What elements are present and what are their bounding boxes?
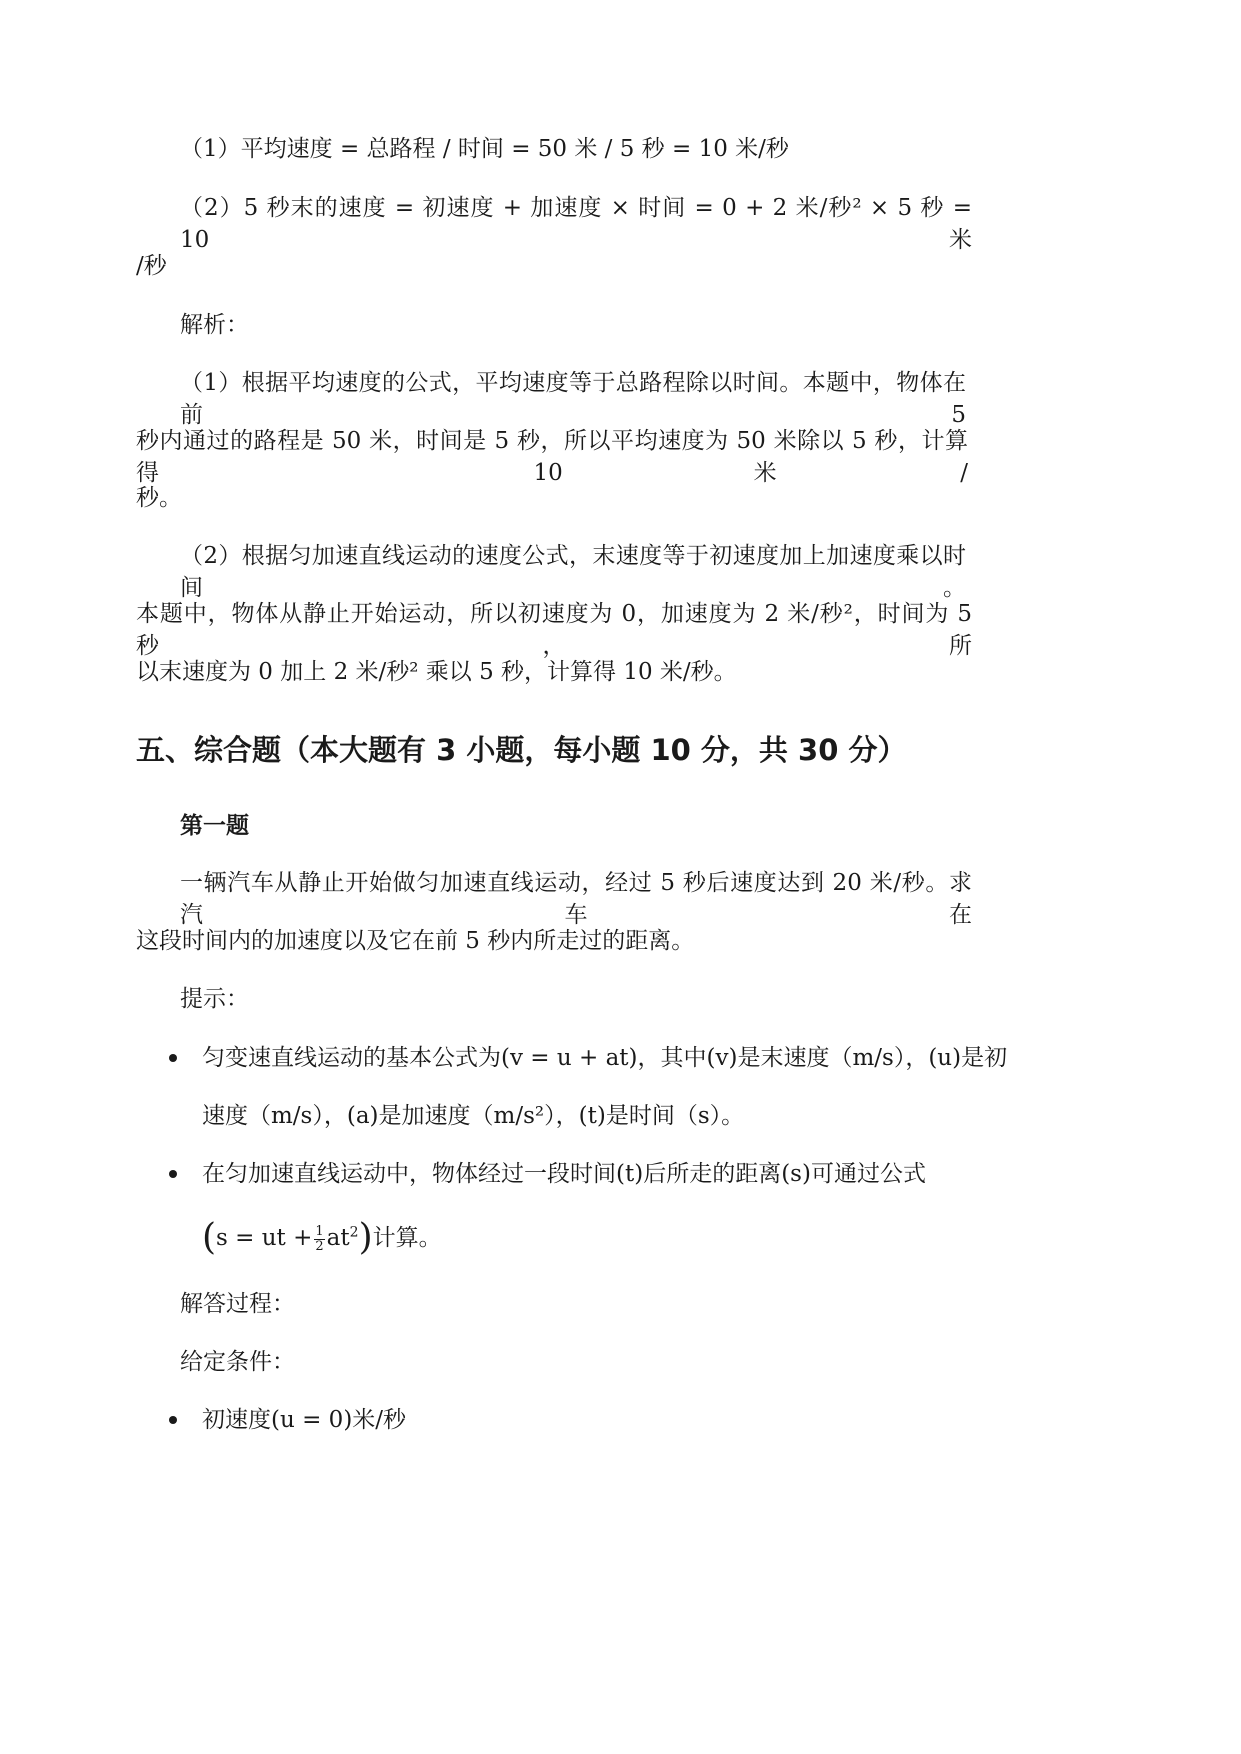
analysis-p2-line1: （2）根据匀加速直线运动的速度公式，末速度等于初速度加上加速度乘以时间。 xyxy=(180,543,966,601)
hint-2-line1 xyxy=(202,1158,926,1190)
question-1-line2: 这段时间内的加速度以及它在前 5 秒内所走过的距离。 xyxy=(136,928,695,954)
distance-formula: (s = ut + $\frac{1}{2}$ $at^2$) xyxy=(202,1217,373,1258)
bullet-icon xyxy=(169,1170,177,1178)
hint-1-text-f: 是加速度（m/s²）， xyxy=(378,1103,579,1129)
question-1-title: 第一题 xyxy=(180,813,249,839)
velocity-formula: (v = u + at) xyxy=(501,1045,638,1071)
hint-label: 提示： xyxy=(180,986,249,1012)
fraction-numerator: 1 xyxy=(315,1223,324,1239)
hint-1-text-e: 速度（m/s）， xyxy=(202,1103,347,1129)
hint-1-line2 xyxy=(202,1100,744,1132)
hint-1-line1 xyxy=(202,1042,1007,1074)
hint-2-text-a: 在匀加速直线运动中，物体经过一段时间 xyxy=(202,1161,616,1187)
hint-1-text-g: 是时间（s）。 xyxy=(605,1103,745,1129)
bullet-icon xyxy=(169,1416,177,1424)
given-1-text-b: 米/秒 xyxy=(352,1407,407,1433)
analysis-p1-line1: （1）根据平均速度的公式，平均速度等于总路程除以时间。本题中，物体在前 5 xyxy=(180,370,966,428)
bullet-icon xyxy=(169,1054,177,1062)
hint-2-text-end: 计算。 xyxy=(372,1225,442,1251)
formula-lead: s = ut + xyxy=(216,1225,313,1251)
symbol-s: (s) xyxy=(781,1161,811,1187)
question-1-line1: 一辆汽车从静止开始做匀加速直线运动，经过 5 秒后速度达到 20 米/秒。求汽车在 xyxy=(180,870,972,928)
hint-1-text-b: ，其中 xyxy=(637,1045,707,1071)
analysis-p1-line2: 秒内通过的路程是 50 米，时间是 5 秒，所以平均速度为 50 米除以 5 秒，计算得 10 米/ xyxy=(136,428,968,486)
formula-tail: at xyxy=(326,1225,350,1251)
formula-exponent: 2 xyxy=(349,1224,359,1241)
given-item-1 xyxy=(202,1404,406,1436)
hint-1-text-c: 是末速度（m/s）， xyxy=(737,1045,929,1071)
given-label: 给定条件： xyxy=(180,1349,295,1375)
analysis-p1-line3: 秒。 xyxy=(136,485,182,511)
section-title: 五、综合题（本大题有 3 小题，每小题 10 分，共 30 分） xyxy=(136,733,907,767)
fraction xyxy=(314,1225,324,1254)
symbol-a: (a) xyxy=(346,1103,379,1129)
hint-1-text-d: 是初 xyxy=(961,1045,1008,1071)
answer-line-1: （1）平均速度 = 总路程 / 时间 = 50 米 / 5 秒 = 10 米/秒 xyxy=(180,136,789,162)
given-1-text-a: 初速度 xyxy=(202,1407,271,1433)
hint-1-text-a: 匀变速直线运动的基本公式为 xyxy=(202,1045,501,1071)
analysis-label: 解析： xyxy=(180,312,249,338)
solution-label: 解答过程： xyxy=(180,1291,295,1317)
answer-line-2-cont: /秒 xyxy=(136,253,167,279)
hint-2-line2 xyxy=(202,1217,442,1258)
initial-velocity-formula: (u = 0) xyxy=(271,1407,353,1433)
symbol-u: (u) xyxy=(928,1045,962,1071)
fraction-denominator: 2 xyxy=(315,1238,324,1254)
hint-2-text-b: 后所走的距离 xyxy=(643,1161,782,1187)
symbol-t: (t) xyxy=(578,1103,606,1129)
answer-line-2: （2）5 秒末的速度 = 初速度 + 加速度 × 时间 = 0 + 2 米/秒² × 5 秒 = 10 米 xyxy=(180,195,972,253)
analysis-p2-line3: 以末速度为 0 加上 2 米/秒² 乘以 5 秒，计算得 10 米/秒。 xyxy=(136,659,737,685)
analysis-p2-line2: 本题中，物体从静止开始运动，所以初速度为 0，加速度为 2 米/秒²，时间为 5 秒，所 xyxy=(136,601,972,659)
symbol-t: (t) xyxy=(616,1161,644,1187)
symbol-v: (v) xyxy=(706,1045,738,1071)
hint-2-text-c: 可通过公式 xyxy=(810,1161,926,1187)
